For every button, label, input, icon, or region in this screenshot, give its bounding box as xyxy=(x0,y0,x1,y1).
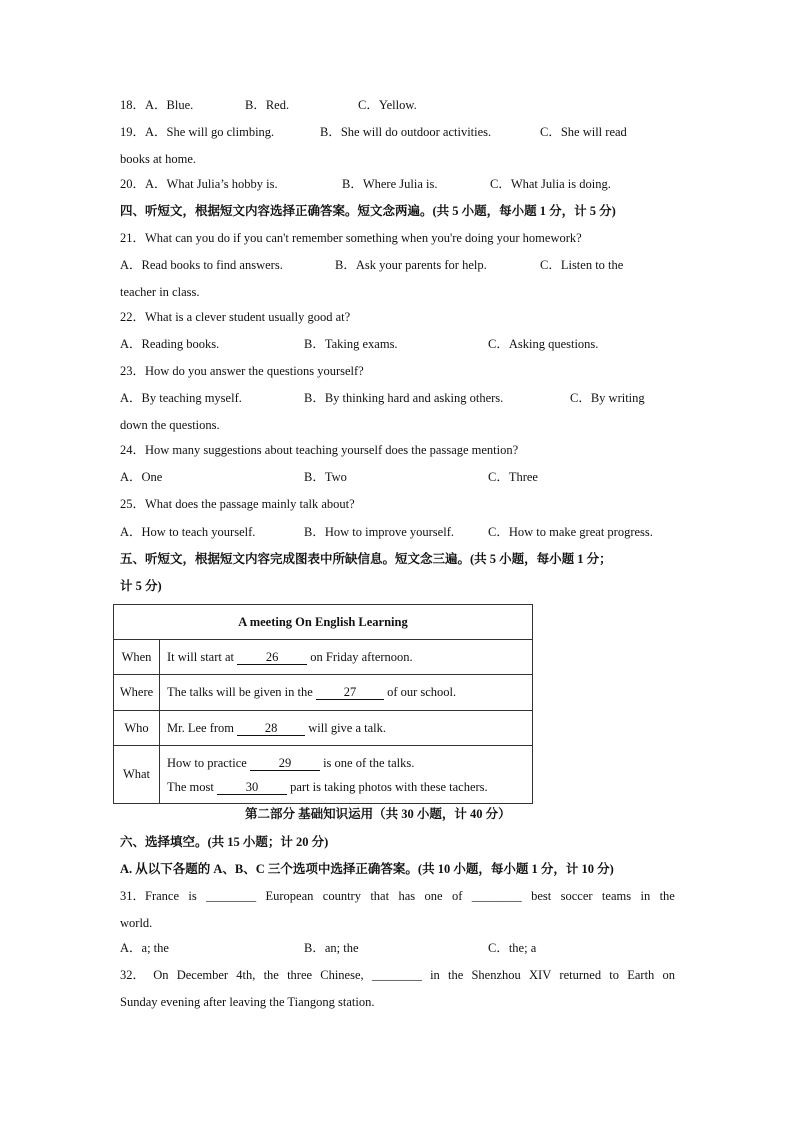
q21-option-b: B．Ask your parents for help. xyxy=(335,258,487,272)
q19-option-a: 19．A．She will go climbing. xyxy=(120,125,275,139)
q31-option-a: A．a; the xyxy=(120,941,169,955)
q18-option-b: B．Red. xyxy=(245,98,290,112)
q25-option-b: B．How to improve yourself. xyxy=(304,525,454,539)
q21-continuation: teacher in class. xyxy=(120,285,200,299)
row-content-where xyxy=(160,675,533,711)
q23-option-a: A．By teaching myself. xyxy=(120,391,242,405)
q31-word: of xyxy=(451,889,463,903)
q31-word: soccer xyxy=(560,889,593,903)
q20-option-c: C．What Julia is doing. xyxy=(490,177,611,191)
who-text-pre: Mr. Lee from xyxy=(167,720,234,735)
q32-word: the xyxy=(448,968,464,982)
table-row-who xyxy=(114,711,533,746)
q31-continuation: world. xyxy=(120,916,153,930)
q31-word: is xyxy=(188,889,197,903)
q20-option-a: 20．A．What Julia’s hobby is. xyxy=(120,177,278,191)
q31-word: one xyxy=(424,889,443,903)
q31-word: best xyxy=(531,889,552,903)
q19-option-c: C．She will read xyxy=(540,125,627,139)
q24-option-b: B．Two xyxy=(304,470,347,484)
q24-stem: 24．How many suggestions about teaching yourself does the passage mention? xyxy=(120,443,519,457)
section-a-heading: A. 从以下各题的 A、B、C 三个选项中选择正确答案。(共 10 小题，每小题 1 分，计 10 分) xyxy=(120,862,614,876)
q31-word: European xyxy=(265,889,314,903)
what-line-1 xyxy=(167,751,532,775)
q31-word: has xyxy=(398,889,416,903)
q23-option-b: B．By thinking hard and asking others. xyxy=(304,391,504,405)
table-row-what xyxy=(114,746,533,804)
row-label-where: Where xyxy=(114,675,160,711)
q32-word: Shenzhou xyxy=(471,968,521,982)
q21-option-a: A．Read books to find answers. xyxy=(120,258,283,272)
q23-stem: 23．How do you answer the questions yourself? xyxy=(120,364,364,378)
what-line1-post: is one of the talks. xyxy=(323,755,415,770)
q18-option-a: 18．A．Blue. xyxy=(120,98,194,112)
blank-27: 27 xyxy=(316,686,384,700)
row-label-when: When xyxy=(114,640,160,675)
section-5-heading-line1: 五、听短文，根据短文内容完成图表中所缺信息。短文念三遍。(共 5 小题，每小题 1 分； xyxy=(120,552,612,566)
q32-word: in xyxy=(430,968,440,982)
what-line1-pre: How to practice xyxy=(167,755,247,770)
what-line-2 xyxy=(167,775,532,799)
q19-continuation: books at home. xyxy=(120,152,197,166)
q25-stem: 25．What does the passage mainly talk about? xyxy=(120,497,355,511)
section-5-heading-line2: 计 5 分) xyxy=(120,579,162,593)
table-title: A meeting On English Learning xyxy=(114,605,533,640)
q31-word: the xyxy=(659,889,675,903)
blank-29: 29 xyxy=(250,757,320,771)
q23-continuation: down the questions. xyxy=(120,418,220,432)
q32-word: 4th, xyxy=(236,968,256,982)
q22-option-c: C．Asking questions. xyxy=(488,337,599,351)
row-content-when xyxy=(160,640,533,675)
what-line2-post: part is taking photos with these tachers. xyxy=(290,779,488,794)
where-text-post: of our school. xyxy=(387,685,457,699)
q31-word: ________ xyxy=(206,889,257,903)
blank-26: 26 xyxy=(237,651,307,665)
q22-option-b: B．Taking exams. xyxy=(304,337,398,351)
q19-option-b: B．She will do outdoor activities. xyxy=(320,125,492,139)
row-content-what xyxy=(160,746,533,804)
table-row-when xyxy=(114,640,533,675)
q25-option-a: A．How to teach yourself. xyxy=(120,525,256,539)
q21-stem: 21．What can you do if you can't remember something when you're doing your homework? xyxy=(120,231,582,245)
q24-option-c: C．Three xyxy=(488,470,538,484)
q31-word: 31．France xyxy=(120,889,180,903)
when-text-post: on Friday afternoon. xyxy=(310,649,413,664)
q22-stem: 22．What is a clever student usually good at? xyxy=(120,310,351,324)
q22-option-a: A．Reading books. xyxy=(120,337,220,351)
q32-word: ________ xyxy=(371,968,422,982)
q31-word: in xyxy=(640,889,651,903)
table-row-where xyxy=(114,675,533,711)
q32-word: December xyxy=(176,968,229,982)
q32-word: three xyxy=(287,968,313,982)
q31-word: ________ xyxy=(471,889,522,903)
table-title-row xyxy=(114,605,533,640)
section-6-heading: 六、选择填空。(共 15 小题；计 20 分) xyxy=(120,835,329,849)
q32-stem xyxy=(120,967,675,983)
q32-word: Earth xyxy=(627,968,655,982)
row-content-who xyxy=(160,711,533,746)
q32-word: on xyxy=(662,968,675,982)
q32-word: Chinese, xyxy=(320,968,364,982)
q21-option-c: C．Listen to the xyxy=(540,258,624,272)
q32-word: XIV xyxy=(529,968,552,982)
q32-word: returned xyxy=(559,968,602,982)
where-text-pre: The talks will be given in the xyxy=(167,685,313,699)
when-text-pre: It will start at xyxy=(167,649,234,664)
who-text-post: will give a talk. xyxy=(308,720,387,735)
meeting-info-table xyxy=(113,604,533,804)
q20-option-b: B．Where Julia is. xyxy=(342,177,438,191)
blank-28: 28 xyxy=(237,722,305,736)
q31-word: teams xyxy=(601,889,632,903)
part-2-heading: 第二部分 基础知识运用（共 30 小题，计 40 分） xyxy=(245,807,511,821)
q31-stem xyxy=(120,888,675,904)
q32-word: the xyxy=(263,968,279,982)
q32-word: to xyxy=(609,968,620,982)
q25-option-c: C．How to make great progress. xyxy=(488,525,653,539)
q32-word: 32． xyxy=(120,968,146,982)
q31-option-b: B．an; the xyxy=(304,941,359,955)
row-label-who: Who xyxy=(114,711,160,746)
q32-word: On xyxy=(153,968,169,982)
q32-continuation: Sunday evening after leaving the Tiangong station. xyxy=(120,995,375,1009)
row-label-what: What xyxy=(114,746,160,804)
q31-word: country xyxy=(322,889,361,903)
q31-option-c: C．the; a xyxy=(488,941,537,955)
q18-option-c: C．Yellow. xyxy=(358,98,417,112)
what-line2-pre: The most xyxy=(167,779,214,794)
section-4-heading: 四、听短文，根据短文内容选择正确答案。短文念两遍。(共 5 小题，每小题 1 分，计 5 分) xyxy=(120,204,616,218)
q31-word: that xyxy=(370,889,390,903)
q23-option-c: C．By writing xyxy=(570,391,645,405)
q24-option-a: A．One xyxy=(120,470,163,484)
blank-30: 30 xyxy=(217,781,287,795)
